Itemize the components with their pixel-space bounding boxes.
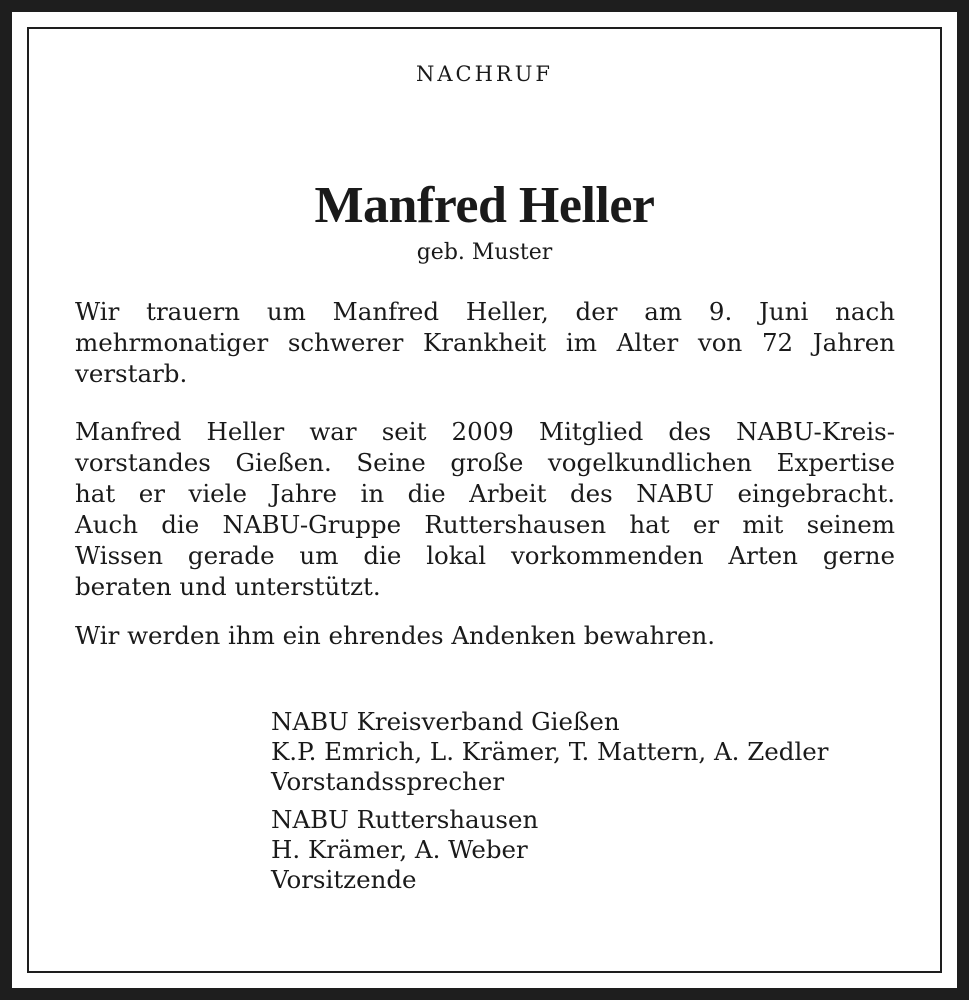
paragraph-line: Auch die NABU-Gruppe Ruttershausen hat er mit seinem [75, 510, 895, 539]
signature-organization: NABU Ruttershausen [271, 805, 539, 834]
paragraph-line: mehrmonatiger schwerer Krankheit im Alter von 72 Jahren [75, 328, 895, 357]
paragraph-line: Manfred Heller war seit 2009 Mitglied des NABU-Kreis- [75, 417, 895, 446]
birth-name: geb. Muster [416, 240, 553, 265]
signature-block-ruttershausen [271, 805, 538, 895]
signature-names: K.P. Emrich, L. Krämer, T. Mattern, A. Zedler [271, 737, 829, 766]
paragraph-line: vorstandes Gießen. Seine große vogelkundlichen Expertise [75, 448, 895, 477]
deceased-name: Manfred Heller [314, 177, 655, 234]
paragraph-line: Wissen gerade um die lokal vorkommenden Arten gerne [75, 541, 895, 570]
paragraph-line: verstarb. [75, 359, 188, 388]
signature-names: H. Krämer, A. Weber [271, 835, 528, 864]
signature-role: Vorstandssprecher [271, 767, 505, 796]
paragraph-line: hat er viele Jahre in die Arbeit des NABU eingebracht. [75, 479, 895, 508]
paragraph-1 [75, 296, 895, 389]
notice-heading: NACHRUF [415, 62, 553, 86]
paragraph-line: Wir werden ihm ein ehrendes Andenken bewahren. [75, 621, 716, 650]
paragraph-2 [75, 416, 895, 602]
paragraph-line: Wir trauern um Manfred Heller, der am 9. Juni nach [75, 297, 895, 326]
paragraph-line: beraten und unterstützt. [75, 572, 381, 601]
paragraph-3 [75, 620, 895, 651]
signature-block-kreisverband [271, 707, 829, 797]
signature-organization: NABU Kreisverband Gießen [271, 707, 620, 736]
signature-role: Vorsitzende [271, 865, 417, 894]
